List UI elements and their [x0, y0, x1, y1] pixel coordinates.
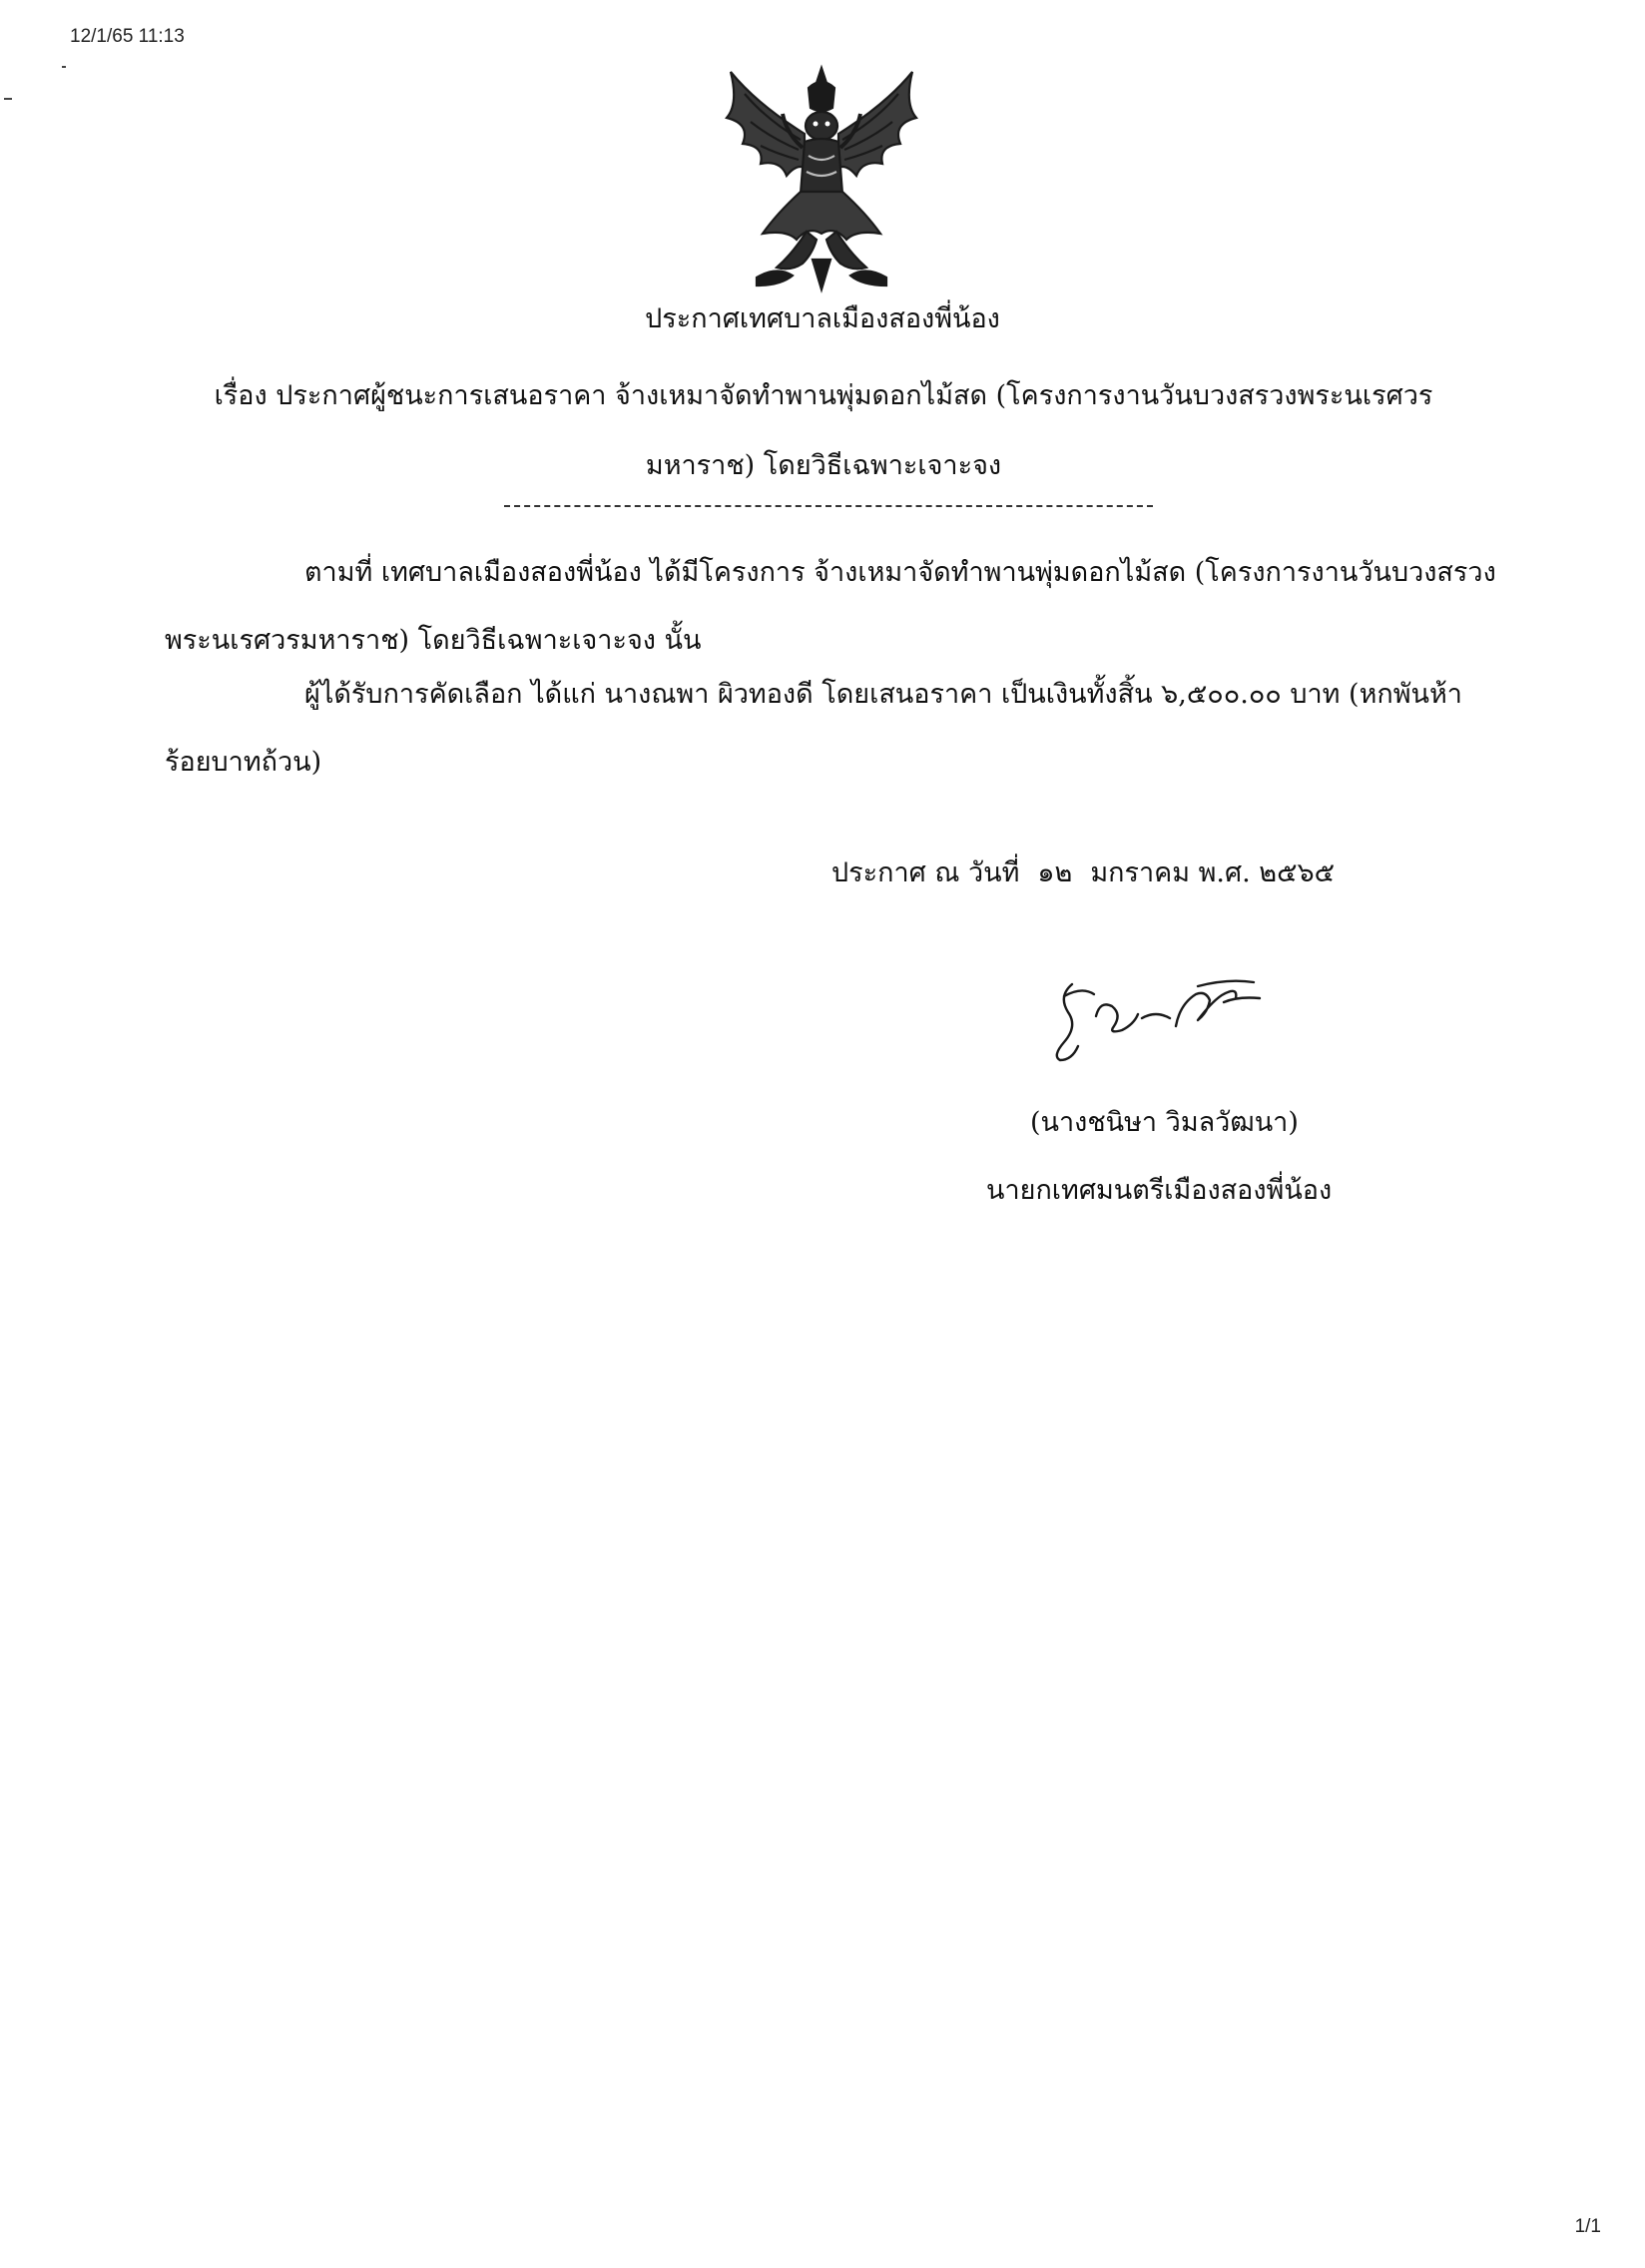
announcement-date — [831, 850, 1353, 893]
signatory-name: (นางชนิษา วิมลวัฒนา) — [1030, 1107, 1299, 1138]
announcement-title: ประกาศเทศบาลเมืองสองพี่น้อง — [645, 303, 1000, 334]
announcement-subject: เรื่อง ประกาศผู้ชนะการเสนอราคา จ้างเหมาจัดทำพานพุ่มดอกไม้สด (โครงการงานวันบวงสรวงพระนเรศวรมหาราช) โดยวิธีเฉพาะเจาะจง — [214, 380, 1433, 481]
print-timestamp: 12/1/65 11:13 — [70, 26, 185, 47]
divider-line — [504, 505, 1153, 507]
signatory-position: นายกเทศมนตรีเมืองสองพี่น้อง — [986, 1175, 1333, 1206]
body-paragraph-1: ตามที่ เทศบาลเมืองสองพี่น้อง ได้มีโครงการ จ้างเหมาจัดทำพานพุ่มดอกไม้สด (โครงการงานวันบวงสรวงพระนเรศวรมหาราช) โดยวิธีเฉพาะเจาะจง นั้น — [165, 557, 1496, 656]
page-number: 1/1 — [1574, 2216, 1601, 2237]
handwritten-signature-icon — [1038, 956, 1278, 1066]
scan-speck — [4, 98, 12, 100]
date-month-year: มกราคม พ.ศ. ๒๕๖๕ — [1090, 857, 1336, 888]
date-day: ๑๒ — [1037, 857, 1073, 888]
scan-speck — [62, 66, 66, 68]
body-paragraph-2: ผู้ได้รับการคัดเลือก ได้แก่ นางณพา ผิวทองดี โดยเสนอราคา เป็นเงินทั้งสิ้น ๖,๕๐๐.๐๐ บาท (หกพันห้าร้อยบาทถ้วน) — [165, 679, 1462, 778]
garuda-emblem-icon — [717, 64, 926, 293]
date-prefix: ประกาศ ณ วันที่ — [831, 857, 1020, 888]
